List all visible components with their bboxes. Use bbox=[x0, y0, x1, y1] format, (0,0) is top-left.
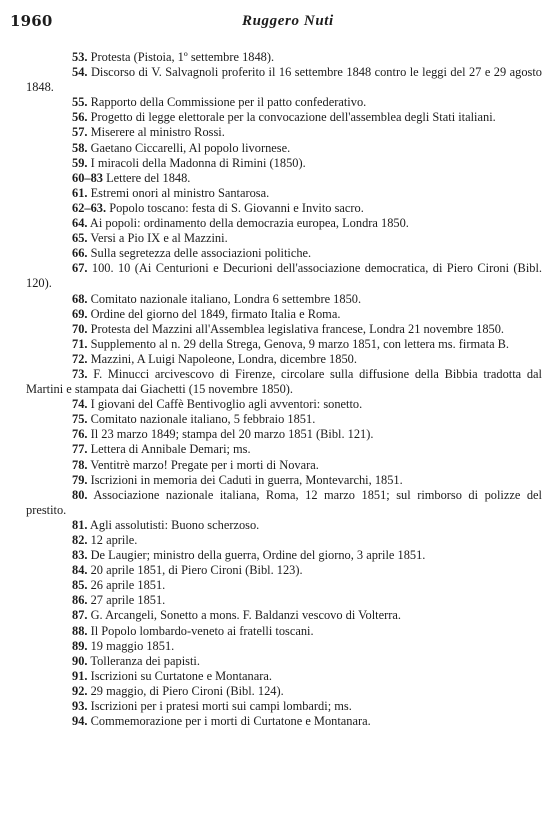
entry-number: 60–83 bbox=[72, 170, 103, 185]
entry-text: Discorso di V. Salvagnoli proferito il 16 settembre 1848 contro le leggi del 27 e 29 agosto 1848. bbox=[26, 65, 542, 95]
entry-number: 55. bbox=[72, 95, 88, 110]
entry-number: 83. bbox=[72, 548, 88, 563]
entry-text: Ai popoli: ordinamento della democrazia europea, Londra 1850. bbox=[89, 216, 409, 231]
list-item bbox=[26, 50, 542, 65]
entry-number: 68. bbox=[72, 291, 88, 306]
list-item bbox=[26, 518, 542, 533]
entry-number: 56. bbox=[72, 110, 88, 125]
entry-text: Comitato nazionale italiano, 5 febbraio 1851. bbox=[90, 412, 316, 427]
list-item bbox=[26, 125, 542, 140]
list-item bbox=[26, 171, 542, 186]
entry-number: 61. bbox=[72, 185, 88, 200]
entry-text: F. Minucci arcivescovo di Firenze, circolare sulla diffusione della Bibbia tradotta dal Martini e stampata dai Giachetti (15 novembre 1850). bbox=[26, 366, 542, 397]
entry-text: Tolleranza dei papisti. bbox=[90, 653, 200, 668]
entry-text: Sulla segretezza delle associazioni politiche. bbox=[90, 246, 312, 261]
list-item bbox=[26, 65, 542, 95]
entry-text: 20 aprile 1851, di Piero Cironi (Bibl. 123). bbox=[90, 563, 303, 578]
list-item bbox=[26, 473, 542, 488]
entry-text: Progetto di legge elettorale per la convocazione dell'assemblea degli Stati italiani. bbox=[90, 110, 496, 125]
entry-number: 77. bbox=[72, 442, 88, 457]
entry-text: Lettera di Annibale Demari; ms. bbox=[90, 442, 251, 457]
list-item bbox=[26, 624, 542, 639]
entry-number: 72. bbox=[72, 351, 88, 366]
entry-text: Ventitrè marzo! Pregate per i morti di Novara. bbox=[90, 457, 319, 472]
list-item bbox=[26, 110, 542, 125]
entry-text: Protesta del Mazzini all'Assemblea legislativa francese, Londra 21 novembre 1850. bbox=[90, 321, 505, 336]
entry-number: 82. bbox=[72, 533, 88, 547]
entry-number: 88. bbox=[72, 623, 88, 638]
entry-text: Il 23 marzo 1849; stampa del 20 marzo 1851 (Bibl. 121). bbox=[90, 427, 374, 442]
list-item bbox=[26, 95, 542, 110]
entry-text: Iscrizioni in memoria dei Caduti in guerra, Montevarchi, 1851. bbox=[90, 472, 403, 487]
entry-number: 92. bbox=[72, 683, 88, 698]
list-item bbox=[26, 412, 542, 427]
entry-text: 27 aprile 1851. bbox=[90, 593, 166, 608]
list-item bbox=[26, 352, 542, 367]
entry-number: 87. bbox=[72, 608, 88, 623]
entry-number: 85. bbox=[72, 578, 88, 593]
entry-text: Agli assolutisti: Buono scherzoso. bbox=[89, 517, 260, 532]
list-item bbox=[26, 533, 542, 548]
entry-text: Comitato nazionale italiano, Londra 6 settembre 1850. bbox=[90, 291, 362, 306]
list-item bbox=[26, 141, 542, 156]
entry-text: De Laugier; ministro della guerra, Ordine del giorno, 3 aprile 1851. bbox=[90, 548, 426, 563]
entry-text: Associazione nazionale italiana, Roma, 12 marzo 1851; sul rimborso di polizze del prestito. bbox=[26, 487, 542, 517]
list-item bbox=[26, 699, 542, 714]
list-item bbox=[26, 563, 542, 578]
entry-text: Rapporto della Commissione per il patto confederativo. bbox=[90, 95, 367, 110]
entry-text: Il Popolo lombardo-veneto ai fratelli toscani. bbox=[90, 623, 314, 638]
entry-number: 73. bbox=[72, 366, 88, 381]
entry-text: 12 aprile. bbox=[90, 533, 138, 547]
list-item bbox=[26, 654, 542, 669]
page-number: 1960 bbox=[10, 12, 53, 30]
entry-list bbox=[26, 50, 542, 729]
list-item bbox=[26, 714, 542, 729]
entry-number: 80. bbox=[72, 487, 88, 502]
entry-number: 71. bbox=[72, 336, 88, 351]
list-item bbox=[26, 186, 542, 201]
entry-text: Popolo toscano: festa di S. Giovanni e Invito sacro. bbox=[109, 200, 364, 215]
entry-number: 57. bbox=[72, 125, 88, 140]
entry-text: Ordine del giorno del 1849, firmato Italia e Roma. bbox=[90, 306, 341, 321]
entry-text: I miracoli della Madonna di Rimini (1850). bbox=[90, 155, 306, 170]
list-item bbox=[26, 367, 542, 397]
page-header bbox=[10, 12, 540, 34]
entry-text: Commemorazione per i morti di Curtatone e Montanara. bbox=[90, 714, 371, 729]
entry-text: Miserere al ministro Rossi. bbox=[90, 125, 225, 140]
entry-text: 26 aprile 1851. bbox=[90, 578, 166, 593]
entry-text: Iscrizioni su Curtatone e Montanara. bbox=[90, 668, 272, 683]
list-item bbox=[26, 458, 542, 473]
list-item bbox=[26, 442, 542, 457]
running-head: Ruggero Nuti bbox=[242, 13, 334, 29]
entry-text: 19 maggio 1851. bbox=[90, 638, 175, 653]
entry-text: Protesta (Pistoia, 1º settembre 1848). bbox=[90, 50, 275, 64]
entry-text: G. Arcangeli, Sonetto a mons. F. Baldanzi vescovo di Volterra. bbox=[90, 608, 401, 623]
list-item bbox=[26, 548, 542, 563]
entry-number: 67. bbox=[72, 261, 88, 276]
entry-text: Versi a Pio IX e al Mazzini. bbox=[90, 231, 228, 246]
entry-number: 93. bbox=[72, 699, 88, 714]
list-item bbox=[26, 608, 542, 623]
entry-number: 91. bbox=[72, 668, 88, 683]
list-item bbox=[26, 261, 542, 291]
entry-number: 86. bbox=[72, 593, 88, 608]
entry-number: 89. bbox=[72, 638, 88, 653]
entry-number: 59. bbox=[72, 155, 88, 170]
entry-number: 79. bbox=[72, 472, 88, 487]
entry-text: I giovani del Caffè Bentivoglio agli avventori: sonetto. bbox=[90, 397, 363, 412]
list-item bbox=[26, 307, 542, 322]
list-item bbox=[26, 669, 542, 684]
entry-text: Gaetano Ciccarelli, Al popolo livornese. bbox=[90, 140, 291, 155]
list-item bbox=[26, 639, 542, 654]
entry-number: 64. bbox=[72, 216, 88, 231]
list-item bbox=[26, 292, 542, 307]
entry-text: 100. 10 (Ai Centurioni e Decurioni dell'associazione democratica, di Piero Cironi (Bibl. 120). bbox=[26, 261, 542, 291]
list-item bbox=[26, 397, 542, 412]
entry-number: 78. bbox=[72, 457, 88, 472]
list-item bbox=[26, 593, 542, 608]
entry-number: 69. bbox=[72, 306, 88, 321]
entry-number: 65. bbox=[72, 231, 88, 246]
entry-text: 29 maggio, di Piero Cironi (Bibl. 124). bbox=[90, 683, 284, 698]
list-item bbox=[26, 488, 542, 518]
entry-number: 76. bbox=[72, 427, 88, 442]
entry-number: 81. bbox=[72, 517, 88, 532]
entry-number: 70. bbox=[72, 321, 88, 336]
list-item bbox=[26, 216, 542, 231]
entry-text: Iscrizioni per i pratesi morti sui campi lombardi; ms. bbox=[90, 699, 352, 714]
entry-number: 94. bbox=[72, 714, 88, 729]
list-item bbox=[26, 231, 542, 246]
list-item bbox=[26, 246, 542, 261]
list-item bbox=[26, 156, 542, 171]
entry-number: 58. bbox=[72, 140, 88, 155]
entry-text: Mazzini, A Luigi Napoleone, Londra, dicembre 1850. bbox=[90, 351, 357, 366]
entry-number: 75. bbox=[72, 412, 88, 427]
entry-number: 84. bbox=[72, 563, 88, 578]
entry-number: 66. bbox=[72, 246, 88, 261]
list-item bbox=[26, 578, 542, 593]
entry-text: Estremi onori al ministro Santarosa. bbox=[90, 185, 270, 200]
list-item bbox=[26, 337, 542, 352]
list-item bbox=[26, 684, 542, 699]
list-item bbox=[26, 427, 542, 442]
entry-number: 74. bbox=[72, 397, 88, 412]
list-item bbox=[26, 201, 542, 216]
entry-number: 54. bbox=[72, 65, 88, 80]
entry-number: 62–63. bbox=[72, 200, 107, 215]
list-item bbox=[26, 322, 542, 337]
entry-number: 90. bbox=[72, 653, 88, 668]
entry-text: Lettere del 1848. bbox=[106, 170, 191, 185]
entry-text: Supplemento al n. 29 della Strega, Genova, 9 marzo 1851, con lettera ms. firmata B. bbox=[90, 336, 510, 351]
entry-number: 53. bbox=[72, 50, 88, 64]
